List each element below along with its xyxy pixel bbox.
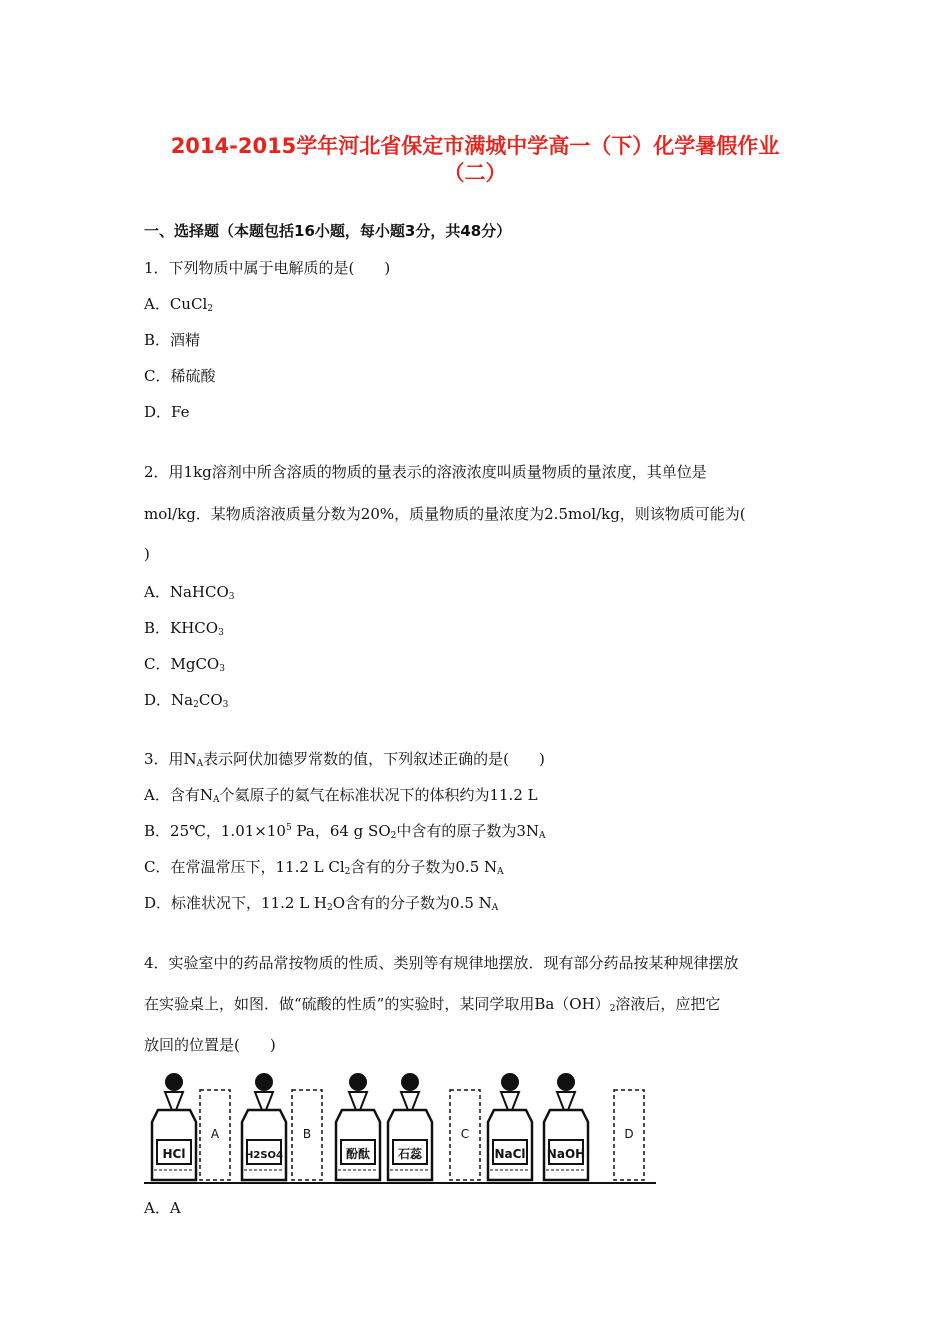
- bottle-stopper: [349, 1092, 367, 1110]
- q4-stem-line1: 4．实验室中的药品常按物质的性质、类别等有规律地摆放．现有部分药品按某种规律摆放: [144, 954, 739, 972]
- bottle-label-text: NaCl: [494, 1147, 526, 1161]
- dropper-bulb: [557, 1073, 575, 1091]
- q3-stem: 3．用$N_A$表示阿伏加德罗常数的值，下列叙述正确的是( ): [144, 750, 545, 769]
- q3-option-c: C．在常温常压下，11.2 L $Cl_2$含有的分子数为0.5 $N_A$: [144, 858, 504, 877]
- bottle-stopper: [255, 1092, 273, 1110]
- bottle-stopper: [401, 1092, 419, 1110]
- dropper-bulb: [401, 1073, 419, 1091]
- q1-option-b: B．酒精: [144, 331, 201, 349]
- q2-option-d: D．$Na_2CO_3$: [144, 691, 229, 710]
- slot-label: A: [210, 1127, 220, 1141]
- q1-option-a: A．CuCl$_2$: [144, 295, 213, 314]
- page-title-line1: 2014-2015学年河北省保定市满城中学高一（下）化学暑假作业: [170, 134, 780, 158]
- bottle-stopper: [557, 1092, 575, 1110]
- q3-option-d: D．标准状况下，11.2 L $H_2O$含有的分子数为0.5 $N_A$: [144, 894, 499, 913]
- bottle-label-text: H2SO4: [245, 1150, 283, 1161]
- bottle-label-text: HCl: [162, 1147, 186, 1161]
- bottle-stopper: [501, 1092, 519, 1110]
- q1-stem: 1．下列物质中属于电解质的是( ): [144, 259, 391, 277]
- q4-option-a: A．A: [144, 1199, 181, 1217]
- q4-stem-line2: 在实验桌上，如图．做“硫酸的性质”的实验时，某同学取用$Ba(OH)_2$溶液后，应把它: [144, 995, 721, 1014]
- q2-option-c: C．MgCO$_3$: [144, 655, 225, 674]
- q3-option-a: A．含有$N_A$个氦原子的氦气在标准状况下的体积约为11.2 L: [144, 786, 538, 805]
- dropper-bulb: [165, 1073, 183, 1091]
- q2-stem-line2: mol/kg．某物质溶液质量分数为20%，质量物质的量浓度为2.5mol/kg，则该物质可能为(: [144, 505, 746, 523]
- dropper-bulb: [349, 1073, 367, 1091]
- slot-label: D: [624, 1127, 634, 1141]
- dropper-bulb: [501, 1073, 519, 1091]
- q1-option-c: C．稀硫酸: [144, 367, 216, 385]
- q2-stem-line1: 2．用1kg溶剂中所含溶质的物质的量表示的溶液浓度叫质量物质的量浓度，其单位是: [144, 463, 707, 481]
- q4-stem-line3: 放回的位置是( ): [144, 1036, 276, 1054]
- section-heading: 一、选择题（本题包括16小题，每小题3分，共48分）: [144, 222, 512, 240]
- slot-label: B: [302, 1127, 312, 1141]
- q1-option-d: D．Fe: [144, 403, 190, 421]
- bottle-label-text: 石蕊: [397, 1147, 423, 1161]
- page-title-line2: （二）: [443, 161, 507, 185]
- bottle-label-text: 酚酞: [345, 1147, 371, 1161]
- reagent-shelf-figure: [140, 1070, 660, 1190]
- q2-option-b: B．$KHCO_3$: [144, 619, 224, 638]
- q2-option-a: A．NaHCO$_3$: [144, 583, 235, 602]
- q2-stem-line3: ): [144, 545, 150, 563]
- q3-option-b: B．25℃，$1.01\times 10^5$ Pa，64 g $SO_2$中含有的原子数为$3N_A$: [144, 822, 546, 841]
- bottle-stopper: [165, 1092, 183, 1110]
- slot-label: C: [460, 1127, 470, 1141]
- dropper-bulb: [255, 1073, 273, 1091]
- bottle-label-text: NaOH: [546, 1147, 586, 1161]
